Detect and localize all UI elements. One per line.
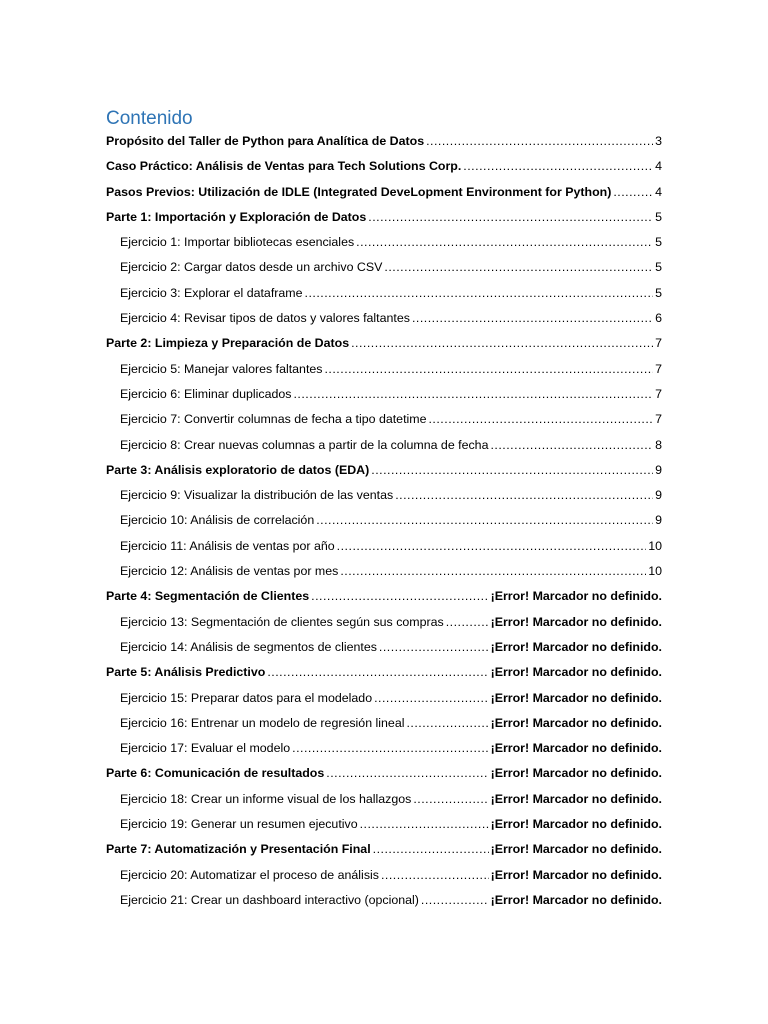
toc-entry-section[interactable] (106, 331, 662, 356)
toc-entry-page-number: 5 (655, 209, 662, 224)
toc-entry-title: Ejercicio 4: Revisar tipos de datos y valores faltantes (120, 311, 410, 326)
toc-entry-subsection[interactable] (106, 610, 662, 635)
toc-entry-page-number: ¡Error! Marcador no definido. (490, 665, 662, 680)
toc-entry-page-number: 10 (648, 564, 662, 579)
toc-entry-title: Ejercicio 8: Crear nuevas columnas a partir de la columna de fecha (120, 437, 489, 452)
toc-entry-title: Ejercicio 6: Eliminar duplicados (120, 386, 292, 401)
toc-entry-title: Parte 4: Segmentación de Clientes (106, 589, 310, 604)
toc-dot-leader (360, 812, 489, 837)
toc-dot-leader (373, 837, 489, 862)
toc-dot-leader (311, 584, 488, 609)
toc-dot-leader (613, 180, 653, 205)
toc-entry-page-number: 7 (655, 361, 662, 376)
table-of-contents (106, 129, 662, 913)
toc-entry-subsection[interactable] (106, 559, 662, 584)
toc-entry-page-number: 5 (655, 260, 662, 275)
toc-entry-page-number: ¡Error! Marcador no definido. (490, 639, 662, 654)
toc-entry-page-number: ¡Error! Marcador no definido. (490, 791, 662, 806)
toc-entry-title: Ejercicio 2: Cargar datos desde un archivo CSV (120, 260, 383, 275)
toc-dot-leader (379, 635, 489, 660)
toc-dot-leader (395, 483, 653, 508)
toc-entry-page-number: ¡Error! Marcador no definido. (490, 766, 662, 781)
toc-entry-section[interactable] (106, 458, 662, 483)
toc-entry-title: Parte 3: Análisis exploratorio de datos (EDA) (106, 462, 370, 477)
toc-entry-section[interactable] (106, 761, 662, 786)
toc-entry-page-number: 9 (655, 462, 662, 477)
toc-entry-title: Ejercicio 16: Entrenar un modelo de regresión lineal (120, 715, 405, 730)
toc-entry-page-number: ¡Error! Marcador no definido. (490, 842, 662, 857)
toc-entry-subsection[interactable] (106, 306, 662, 331)
toc-entry-title: Ejercicio 12: Análisis de ventas por mes (120, 564, 339, 579)
toc-entry-subsection[interactable] (106, 433, 662, 458)
toc-dot-leader (368, 205, 653, 230)
toc-entry-section[interactable] (106, 154, 662, 179)
toc-dot-leader (337, 534, 647, 559)
toc-dot-leader (490, 433, 653, 458)
toc-entry-subsection[interactable] (106, 888, 662, 913)
toc-entry-title: Propósito del Taller de Python para Analítica de Datos (106, 134, 425, 148)
toc-heading: Contenido (106, 108, 193, 129)
toc-entry-subsection[interactable] (106, 357, 662, 382)
toc-entry-page-number: 5 (655, 235, 662, 250)
toc-dot-leader (381, 863, 489, 888)
toc-entry-title: Parte 5: Análisis Predictivo (106, 665, 266, 680)
toc-entry-page-number: ¡Error! Marcador no definido. (490, 589, 662, 604)
toc-entry-title: Ejercicio 10: Análisis de correlación (120, 513, 315, 528)
toc-entry-page-number: 3 (655, 134, 662, 148)
toc-entry-page-number: 7 (655, 386, 662, 401)
toc-entry-title: Parte 1: Importación y Exploración de Datos (106, 209, 367, 224)
toc-dot-leader (413, 787, 488, 812)
toc-entry-title: Ejercicio 9: Visualizar la distribución de las ventas (120, 488, 394, 503)
toc-dot-leader (412, 306, 653, 331)
toc-entry-title: Ejercicio 20: Automatizar el proceso de análisis (120, 867, 379, 882)
toc-dot-leader (267, 660, 488, 685)
toc-entry-subsection[interactable] (106, 863, 662, 888)
toc-entry-title: Parte 7: Automatización y Presentación Final (106, 842, 371, 857)
toc-dot-leader (293, 382, 653, 407)
toc-entry-title: Ejercicio 7: Convertir columnas de fecha a tipo datetime (120, 412, 427, 427)
toc-entry-page-number: 9 (655, 513, 662, 528)
toc-entry-section[interactable] (106, 205, 662, 230)
toc-dot-leader (356, 230, 653, 255)
toc-dot-leader (326, 761, 488, 786)
toc-entry-section[interactable] (106, 180, 662, 205)
toc-entry-subsection[interactable] (106, 281, 662, 306)
toc-dot-leader (463, 154, 653, 179)
toc-dot-leader (371, 458, 653, 483)
toc-dot-leader (426, 129, 653, 154)
toc-dot-leader (340, 559, 646, 584)
toc-dot-leader (305, 281, 654, 306)
toc-entry-subsection[interactable] (106, 407, 662, 432)
toc-entry-title: Ejercicio 5: Manejar valores faltantes (120, 361, 323, 376)
toc-entry-subsection[interactable] (106, 230, 662, 255)
toc-entry-page-number: ¡Error! Marcador no definido. (490, 741, 662, 756)
toc-entry-title: Pasos Previos: Utilización de IDLE (Integrated DeveLopment Environment for Python) (106, 184, 612, 199)
toc-entry-title: Parte 2: Limpieza y Preparación de Datos (106, 336, 350, 351)
toc-dot-leader (406, 711, 488, 736)
toc-entry-section[interactable] (106, 837, 662, 862)
toc-entry-subsection[interactable] (106, 534, 662, 559)
toc-entry-title: Ejercicio 18: Crear un informe visual de los hallazgos (120, 791, 412, 806)
toc-entry-page-number: ¡Error! Marcador no definido. (490, 715, 662, 730)
toc-entry-title: Ejercicio 19: Generar un resumen ejecutivo (120, 817, 358, 832)
toc-entry-subsection[interactable] (106, 812, 662, 837)
toc-entry-title: Ejercicio 15: Preparar datos para el modelado (120, 690, 373, 705)
toc-entry-page-number: 7 (655, 336, 662, 351)
toc-entry-page-number: ¡Error! Marcador no definido. (490, 817, 662, 832)
toc-dot-leader (428, 407, 653, 432)
toc-entry-title: Ejercicio 13: Segmentación de clientes según sus compras (120, 614, 444, 629)
toc-dot-leader (421, 888, 489, 913)
toc-entry-subsection[interactable] (106, 635, 662, 660)
toc-entry-title: Ejercicio 14: Análisis de segmentos de clientes (120, 639, 377, 654)
toc-entry-title: Ejercicio 17: Evaluar el modelo (120, 741, 291, 756)
toc-dot-leader (324, 357, 653, 382)
toc-entry-subsection[interactable] (106, 255, 662, 280)
toc-entry-page-number: 7 (655, 412, 662, 427)
toc-dot-leader (351, 331, 653, 356)
toc-entry-section[interactable] (106, 660, 662, 685)
toc-dot-leader (384, 255, 653, 280)
toc-dot-leader (374, 686, 488, 711)
toc-entry-title: Parte 6: Comunicación de resultados (106, 766, 325, 781)
toc-entry-page-number: ¡Error! Marcador no definido. (490, 867, 662, 882)
toc-entry-title: Ejercicio 1: Importar bibliotecas esenciales (120, 235, 355, 250)
toc-entry-section[interactable] (106, 584, 662, 609)
toc-entry-page-number: 6 (655, 311, 662, 326)
toc-dot-leader (316, 508, 653, 533)
toc-entry-subsection[interactable] (106, 736, 662, 761)
toc-entry-subsection[interactable] (106, 483, 662, 508)
toc-entry-page-number: 4 (655, 184, 662, 199)
toc-entry-page-number: 8 (655, 437, 662, 452)
toc-entry-page-number: 10 (648, 538, 662, 553)
toc-dot-leader (292, 736, 488, 761)
toc-entry-subsection[interactable] (106, 382, 662, 407)
toc-entry-page-number: ¡Error! Marcador no definido. (490, 690, 662, 705)
toc-entry-subsection[interactable] (106, 711, 662, 736)
toc-entry-page-number: 5 (655, 285, 662, 300)
toc-entry-page-number: ¡Error! Marcador no definido. (490, 614, 662, 629)
toc-entry-title: Ejercicio 21: Crear un dashboard interactivo (opcional) (120, 892, 419, 907)
toc-entry-subsection[interactable] (106, 508, 662, 533)
toc-entry-title: Ejercicio 3: Explorar el dataframe (120, 285, 303, 300)
toc-entry-section[interactable] (106, 129, 662, 154)
toc-entry-title: Ejercicio 11: Análisis de ventas por año (120, 538, 335, 553)
toc-dot-leader (446, 610, 489, 635)
toc-entry-page-number: 4 (655, 159, 662, 174)
toc-entry-subsection[interactable] (106, 686, 662, 711)
toc-entry-page-number: ¡Error! Marcador no definido. (490, 892, 662, 907)
toc-entry-page-number: 9 (655, 488, 662, 503)
toc-entry-subsection[interactable] (106, 787, 662, 812)
toc-entry-title: Caso Práctico: Análisis de Ventas para Tech Solutions Corp. (106, 159, 462, 174)
